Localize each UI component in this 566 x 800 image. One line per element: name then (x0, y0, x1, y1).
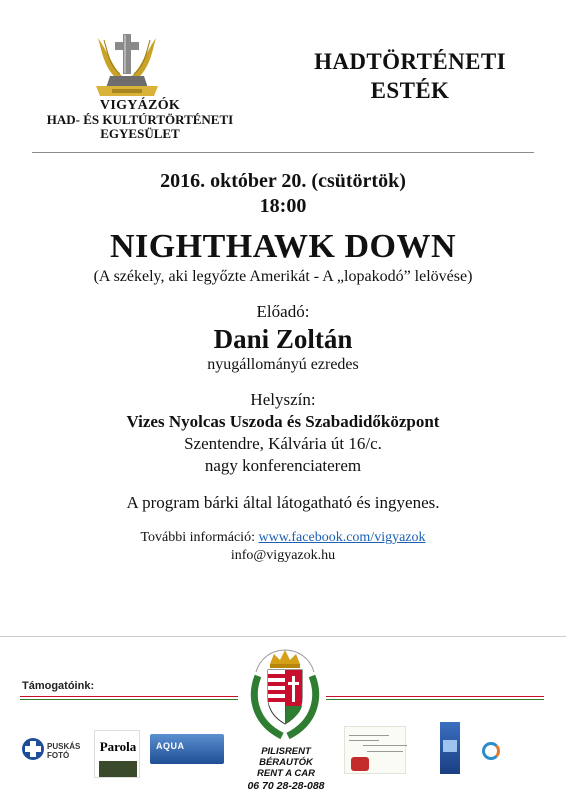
presenter-name: Dani Zoltán (213, 324, 353, 354)
rent-phone: 06 70 28-28-088 (247, 780, 325, 792)
venue-name: Vizes Nyolcas Uszoda és Szabadidőközpont (126, 412, 440, 431)
puskas-compass-icon (22, 738, 44, 760)
puskas-name: PUSKÁS (47, 742, 81, 751)
org-name-line3: EGYESÜLET (100, 126, 180, 141)
vitez-ring-icon (482, 742, 500, 760)
event-time: 18:00 (259, 195, 307, 217)
footer-divider (0, 636, 566, 637)
facebook-link[interactable]: www.facebook.com/vigyazok (258, 530, 426, 545)
sponsor-parola (94, 730, 140, 778)
venue-room: nagy konferenciaterem (204, 456, 362, 475)
card-emblem-icon (351, 757, 369, 771)
poster-header (0, 0, 566, 160)
organization-name (40, 98, 240, 141)
sponsor-vitez-logo (482, 740, 548, 764)
rent-line2: RENT A CAR (257, 768, 315, 779)
event-date: 2016. október 20. (csütörtök) (160, 170, 406, 192)
series-title-line1: HADTÖRTÉNETI (314, 49, 506, 74)
sponsor-puskas-foto (20, 736, 84, 770)
supporters-label: Támogatóink: (22, 680, 95, 692)
more-info (0, 529, 566, 547)
flag-stripe-left (20, 696, 238, 700)
header-divider (32, 152, 534, 153)
org-name-line1: VIGYÁZÓK (99, 98, 181, 113)
honvedelmi-miniszterium-crest-icon (246, 646, 324, 742)
sponsor-aqua (150, 734, 224, 764)
presenter-rank: nyugállományú ezredes (207, 356, 359, 373)
event-details (0, 168, 566, 565)
pilisrent-logo (236, 746, 336, 792)
contact-email[interactable]: info@vigyazok.hu (230, 548, 336, 563)
rent-line1: PILISRENT BÉRAUTÓK (259, 746, 313, 768)
event-title: NIGHTHAWK DOWN (109, 228, 457, 265)
sponsor-book-cover (440, 722, 460, 774)
flag-stripe-right (326, 696, 544, 700)
puskas-sub: FOTÓ (47, 751, 70, 760)
aqua-name: AQUA (156, 741, 185, 751)
free-entry-note: A program bárki által látogatható és ingyenes. (126, 493, 440, 512)
venue-address: Szentendre, Kálvária út 16/c. (184, 434, 382, 453)
sponsors-footer (0, 636, 566, 800)
more-info-label: További információ: (140, 530, 255, 545)
cross-wings-logo-icon (88, 30, 166, 98)
presenter-label: Előadó: (256, 302, 310, 321)
org-name-line2: HAD- ÉS KULTÚRTÖRTÉNETI (46, 112, 234, 127)
series-title (280, 47, 540, 105)
event-subtitle: (A székely, aki legyőzte Amerikát - A „lopakodó” lelövése) (93, 268, 473, 285)
series-title-line2: ESTÉK (370, 78, 450, 103)
parola-name: Parola (99, 739, 137, 754)
sponsor-business-card (344, 726, 406, 774)
parola-photo (99, 761, 137, 777)
venue-label: Helyszín: (250, 390, 316, 409)
